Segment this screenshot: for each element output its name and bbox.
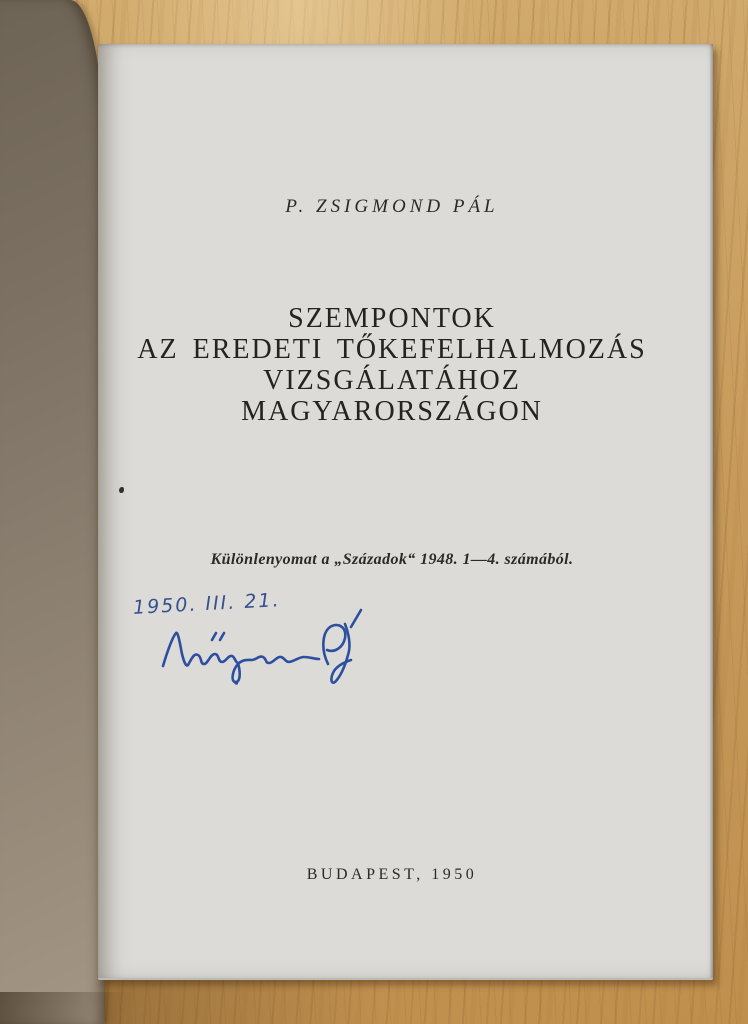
printed-text-column — [98, 44, 686, 978]
title-line-1: SZEMPONTOK — [288, 303, 496, 334]
title-line-2: AZ EREDETI TŐKEFELHALMOZÁS — [137, 334, 647, 365]
page-stack-edge — [710, 44, 713, 978]
cover-bottom-shadow — [0, 992, 130, 1024]
title-page — [98, 44, 713, 980]
title-line-4: MAGYARORSZÁGON — [241, 396, 543, 427]
title-line-3: VIZSGÁLATÁHOZ — [263, 365, 521, 396]
signature-ink — [158, 600, 378, 692]
handwritten-date: 1950. III. 21. — [132, 589, 282, 619]
imprint-note: Különlenyomat a „Századok“ 1948. 1—4. számából. — [210, 551, 574, 568]
author-name: P. ZSIGMOND PÁL — [285, 196, 499, 217]
book-title — [98, 303, 686, 427]
publisher-line: BUDAPEST, 1950 — [306, 866, 478, 883]
book-cover-inside — [0, 0, 104, 1024]
